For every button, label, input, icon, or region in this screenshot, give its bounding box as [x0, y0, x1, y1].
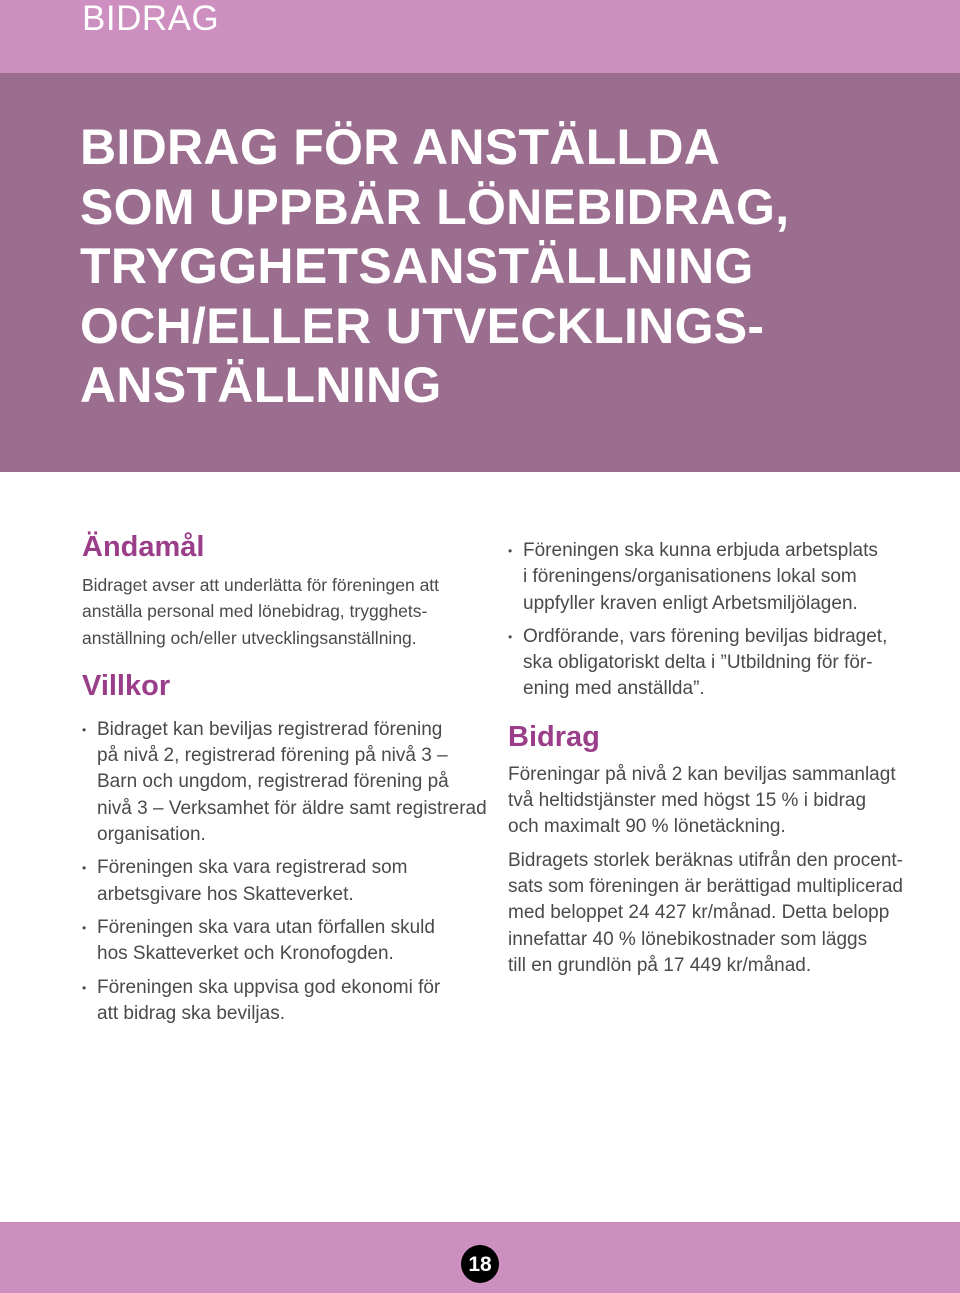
top-band [0, 0, 960, 73]
bullet-icon: • [82, 980, 87, 995]
bullet-icon: • [508, 544, 513, 558]
left-column [82, 530, 487, 1027]
text-line: sats som föreningen är berättigad multiplicerad [508, 875, 903, 897]
title-line: BIDRAG FÖR ANSTÄLLDA [80, 119, 721, 175]
section-label: BIDRAG [82, 0, 220, 38]
andamal-heading: Ändamål [82, 531, 205, 563]
title-line: TRYGGHETSANSTÄLLNING [80, 238, 754, 294]
text-line: anställa personal med lönebidrag, trygghets- [82, 601, 428, 622]
text-line: två heltidstjänster med högst 15 % i bidrag [508, 790, 867, 812]
text-line: med beloppet 24 427 kr/månad. Detta belopp [508, 902, 890, 924]
list-item [508, 624, 928, 703]
title-line: SOM UPPBÄR LÖNEBIDRAG, [80, 178, 790, 235]
text-line: organisation. [97, 824, 206, 846]
bidrag-para-1 [508, 762, 928, 841]
bullet-icon: • [82, 722, 87, 737]
text-line: Bidraget avser att underlätta för föreningen att [82, 575, 440, 595]
page-number-badge [461, 1245, 499, 1283]
page-title [80, 118, 940, 416]
text-line: att bidrag ska beviljas. [97, 1002, 285, 1024]
text-line: anställning och/eller utvecklingsanställning. [82, 627, 417, 648]
text-line: till en grundlön på 17 449 kr/månad. [508, 954, 812, 976]
text-line: arbetsgivare hos Skatteverket. [97, 883, 354, 905]
bidrag-para-2 [508, 848, 928, 979]
text-line: Barn och ungdom, registrerad förening på [97, 771, 449, 793]
right-column [508, 538, 928, 979]
text-line: ska obligatoriskt delta i ”Utbildning för för- [523, 652, 873, 674]
andamal-text [82, 572, 482, 651]
right-list [508, 538, 928, 703]
text-line: Föreningen ska kunna erbjuda arbetsplats [523, 540, 878, 561]
villkor-heading: Villkor [82, 669, 171, 702]
text-line: ening med anställda”. [523, 678, 705, 700]
villkor-list [82, 717, 487, 1027]
text-line: i föreningens/organisationens lokal som [523, 566, 857, 588]
bidrag-heading: Bidrag [508, 720, 600, 753]
list-item [82, 975, 482, 1028]
text-line: Föreningen ska vara utan förfallen skuld [97, 916, 435, 938]
text-line: Bidraget kan beviljas registrerad förening [97, 718, 443, 740]
bullet-icon: • [82, 920, 87, 935]
list-item [508, 538, 928, 617]
list-item [82, 855, 482, 908]
text-line: på nivå 2, registrerad förening på nivå 3 – [97, 745, 448, 767]
text-line: uppfyller kraven enligt Arbetsmiljölagen. [523, 592, 858, 614]
text-line: Föreningen ska uppvisa god ekonomi för [97, 976, 441, 998]
text-line: nivå 3 – Verksamhet för äldre samt registrerad [97, 797, 487, 819]
text-line: och maximalt 90 % lönetäckning. [508, 816, 786, 838]
text-line: hos Skatteverket och Kronofogden. [97, 943, 394, 965]
text-line: innefattar 40 % lönebikostnader som läggs [508, 928, 868, 950]
list-item [82, 915, 482, 968]
title-line: ANSTÄLLNING [80, 357, 442, 413]
text-line: Föreningar på nivå 2 kan beviljas sammanlagt [508, 763, 896, 785]
text-line: Föreningen ska vara registrerad som [97, 857, 408, 879]
list-item [82, 717, 487, 848]
text-line: Bidragets storlek beräknas utifrån den procent- [508, 849, 903, 871]
title-line: OCH/ELLER UTVECKLINGS- [80, 297, 765, 354]
bullet-icon: • [82, 861, 87, 876]
page-number: 18 [468, 1252, 492, 1276]
text-line: Ordförande, vars förening beviljas bidraget, [523, 625, 888, 647]
bullet-icon: • [508, 629, 513, 644]
